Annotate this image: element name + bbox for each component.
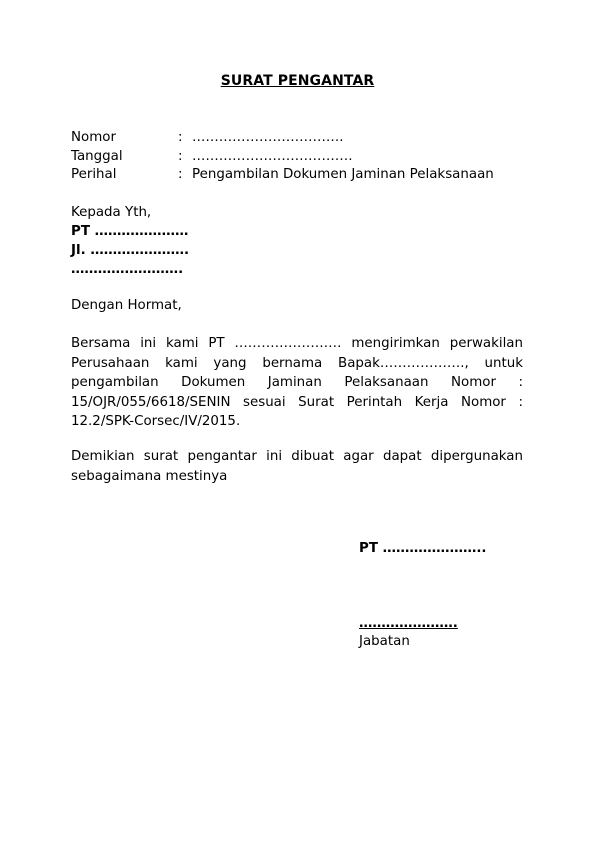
meta-value: ………………………………	[192, 148, 353, 164]
meta-row-tanggal	[71, 148, 494, 167]
recipient-salutation: Kepada Yth,	[71, 205, 152, 220]
meta-label: Nomor	[71, 130, 116, 145]
recipient-extra: …………………….	[71, 262, 184, 277]
body-paragraph-1: Bersama ini kami PT …………………… mengirimkan perwakilan Perusahaan kami yang bernama Bapak………………., untuk pengambilan Dokumen Jaminan Pelaksanaan Nomor : 15/OJR/055/6618/SENIN sesuai Surat Perintah Kerja Nomor : 12.2/SPK-Corsec/IV/2015.	[71, 336, 523, 429]
signature-position: Jabatan	[359, 634, 410, 649]
meta-label: Perihal	[71, 167, 117, 182]
meta-colon: :	[178, 167, 183, 182]
meta-colon: :	[178, 148, 183, 164]
letter-meta	[71, 129, 494, 185]
meta-colon: :	[178, 130, 183, 145]
signature-name: ………………….	[359, 616, 458, 631]
meta-value: Pengambilan Dokumen Jaminan Pelaksanaan	[192, 167, 494, 182]
meta-row-perihal	[71, 166, 494, 185]
meta-value: …………………………….	[192, 130, 344, 145]
recipient-company: PT …………………	[71, 224, 189, 239]
meta-label: Tanggal	[71, 148, 123, 164]
signature-company: PT …………………..	[359, 541, 487, 556]
recipient-address: Jl. ………………….	[71, 243, 190, 258]
recipient-block	[71, 203, 189, 279]
greeting: Dengan Hormat,	[71, 298, 182, 313]
body-paragraph-2: Demikian surat pengantar ini dibuat agar dapat dipergunakan sebagaimana mestinya	[71, 449, 523, 484]
meta-row-nomor	[71, 129, 494, 148]
document-title: SURAT PENGANTAR	[220, 73, 375, 89]
